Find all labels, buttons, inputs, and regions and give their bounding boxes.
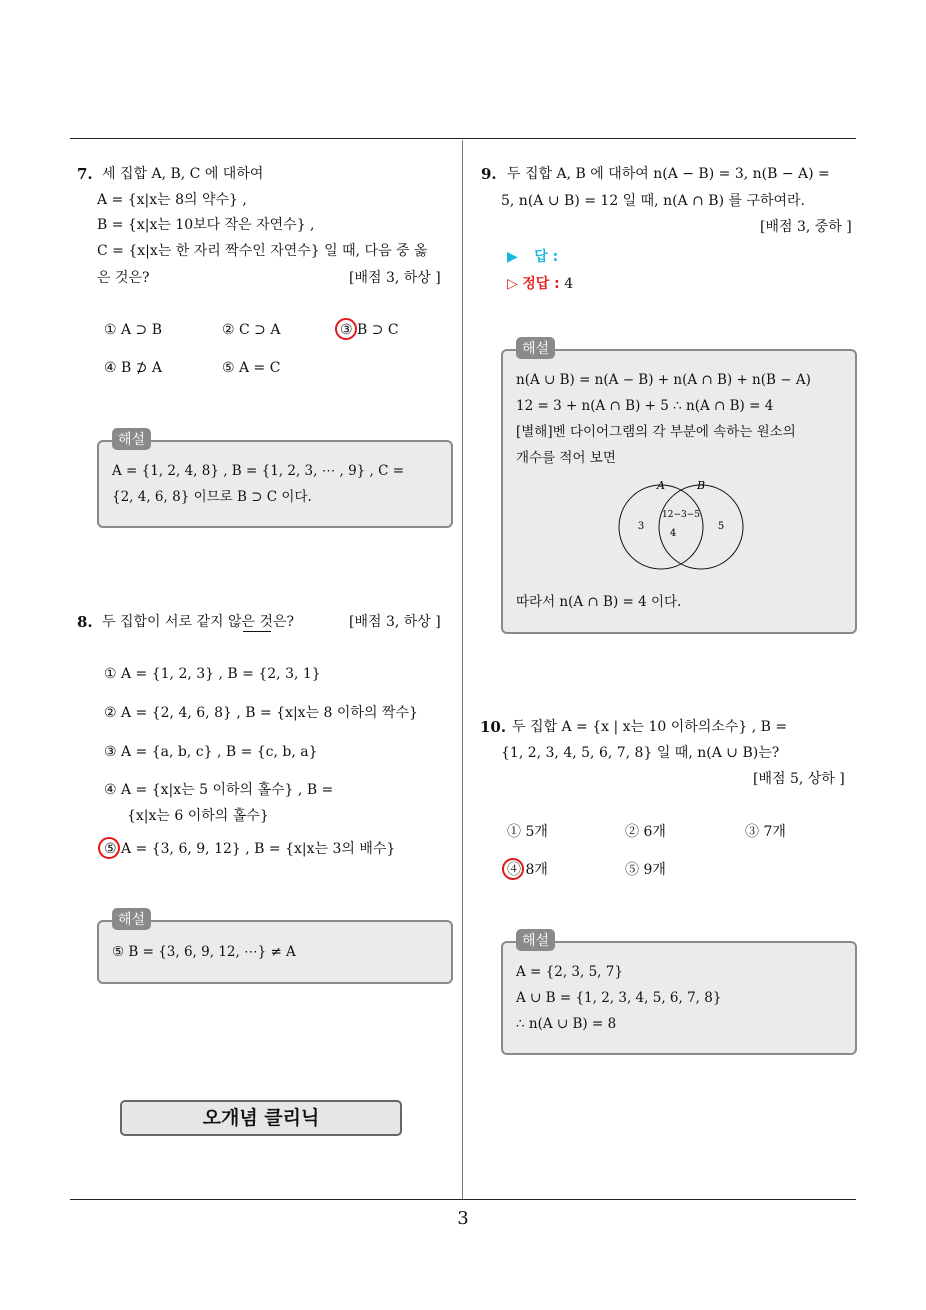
question-number: 10. xyxy=(480,718,507,736)
option-5[interactable]: ⑤ A = C xyxy=(222,360,281,376)
option-1[interactable]: ① A ⊃ B xyxy=(104,322,163,338)
question-text: 두 집합이 서로 같지 않은 것은? xyxy=(102,614,295,630)
selected-answer-mark xyxy=(335,318,357,340)
solution-box xyxy=(97,920,453,984)
selected-answer-mark xyxy=(98,837,120,859)
question-text: 두 집합 A, B 에 대하여 n(A − B) = 3, n(B − A) = xyxy=(507,166,830,182)
option-1[interactable]: ① A = {1, 2, 3} , B = {2, 3, 1} xyxy=(104,666,321,682)
solution-line: A = {1, 2, 4, 8} , B = {1, 2, 3, ⋯ , 9} , C = xyxy=(112,463,405,479)
solution-line: A = {2, 3, 5, 7} xyxy=(516,964,623,980)
page-number: 3 xyxy=(457,1208,469,1229)
question-number: 7. xyxy=(77,165,93,183)
solution-line: n(A ∪ B) = n(A − B) + n(A ∩ B) + n(B − A) xyxy=(516,372,811,388)
play-icon: ▶ xyxy=(507,249,518,265)
option-3[interactable]: ③ B ⊃ C xyxy=(340,322,399,338)
question-number: 8. xyxy=(77,613,93,631)
question-text: A = {x|x는 8의 약수} , xyxy=(97,192,247,208)
set-a-label: A xyxy=(657,479,665,492)
score: [배점 3, 하상 ] xyxy=(349,270,441,286)
solution-tag: 해설 xyxy=(112,428,151,450)
venn-diagram xyxy=(611,471,751,571)
option-2[interactable]: ② 6개 xyxy=(625,824,666,840)
solution-line: 개수를 적어 보면 xyxy=(516,450,616,466)
question-text: {1, 2, 3, 4, 5, 6, 7, 8} 일 때, n(A ∪ B)는? xyxy=(501,745,780,761)
question-number: 9. xyxy=(481,165,497,183)
set-b-label: B xyxy=(696,479,706,492)
option-5[interactable]: ⑤ 9개 xyxy=(625,862,666,878)
bottom-rule xyxy=(70,1199,856,1200)
question-text: 은 것은? xyxy=(97,270,150,286)
triangle-outline-icon: ▷ xyxy=(507,276,518,292)
solution-line: A ∪ B = {1, 2, 3, 4, 5, 6, 7, 8} xyxy=(516,990,722,1006)
option-4[interactable]: ④ 8개 xyxy=(507,862,548,878)
correct-value: 4 xyxy=(564,276,574,292)
option-3[interactable]: ③ 7개 xyxy=(745,824,786,840)
top-rule xyxy=(70,138,856,139)
column-divider xyxy=(462,140,463,1200)
b-only-count: 5 xyxy=(717,521,725,532)
option-5[interactable]: ⑤ A = {3, 6, 9, 12} , B = {x|x는 3의 배수} xyxy=(104,841,396,857)
question-text: C = {x|x는 한 자리 짝수인 자연수} 일 때, 다음 중 옳 xyxy=(97,243,428,259)
option-1[interactable]: ① 5개 xyxy=(507,824,548,840)
option-4-continued: {x|x는 6 이하의 홀수} xyxy=(127,808,269,824)
a-only-count: 3 xyxy=(637,521,645,532)
solution-tag: 해설 xyxy=(516,337,555,359)
solution-box xyxy=(501,941,857,1055)
answer-label: 답 : xyxy=(534,249,559,265)
solution-box xyxy=(501,349,857,634)
misconception-clinic-banner: 오개념 클리닉 xyxy=(120,1100,402,1136)
option-4[interactable]: ④ B ⊅ A xyxy=(104,360,163,376)
option-4[interactable]: ④ A = {x|x는 5 이하의 홀수} , B = xyxy=(104,782,334,798)
intersection-count: 4 xyxy=(669,528,677,539)
solution-line: 12 = 3 + n(A ∩ B) + 5 ∴ n(A ∩ B) = 4 xyxy=(516,398,774,414)
correct-answer-row xyxy=(507,273,573,293)
score: [배점 3, 하상 ] xyxy=(349,614,441,630)
solution-conclusion: 따라서 n(A ∩ B) = 4 이다. xyxy=(516,594,682,610)
solution-line: [별해]벤 다이어그램의 각 부분에 속하는 원소의 xyxy=(516,424,796,440)
question-text: 세 집합 A, B, C 에 대하여 xyxy=(102,166,264,182)
score: [배점 3, 중하 ] xyxy=(760,219,852,235)
solution-line: ⑤ B = {3, 6, 9, 12, ⋯} ≠ A xyxy=(112,944,296,960)
solution-line: ∴ n(A ∪ B) = 8 xyxy=(516,1016,617,1032)
selected-answer-mark xyxy=(502,858,524,880)
score: [배점 5, 상하 ] xyxy=(753,771,845,787)
option-2[interactable]: ② A = {2, 4, 6, 8} , B = {x|x는 8 이하의 짝수} xyxy=(104,705,418,721)
underline xyxy=(243,631,271,632)
answer-row xyxy=(507,246,558,266)
question-text: 5, n(A ∪ B) = 12 일 때, n(A ∩ B) 를 구하여라. xyxy=(501,193,806,209)
question-text: 두 집합 A = {x | x는 10 이하의소수} , B = xyxy=(512,719,788,735)
correct-label: 정답 : xyxy=(522,276,560,292)
option-3[interactable]: ③ A = {a, b, c} , B = {c, b, a} xyxy=(104,744,318,760)
solution-tag: 해설 xyxy=(112,908,151,930)
question-text: B = {x|x는 10보다 작은 자연수} , xyxy=(97,217,315,233)
solution-tag: 해설 xyxy=(516,929,555,951)
solution-line: {2, 4, 6, 8} 이므로 B ⊃ C 이다. xyxy=(112,489,312,505)
solution-box xyxy=(97,440,453,528)
option-2[interactable]: ② C ⊃ A xyxy=(222,322,281,338)
intersection-expression: 12−3−5 xyxy=(662,510,700,520)
